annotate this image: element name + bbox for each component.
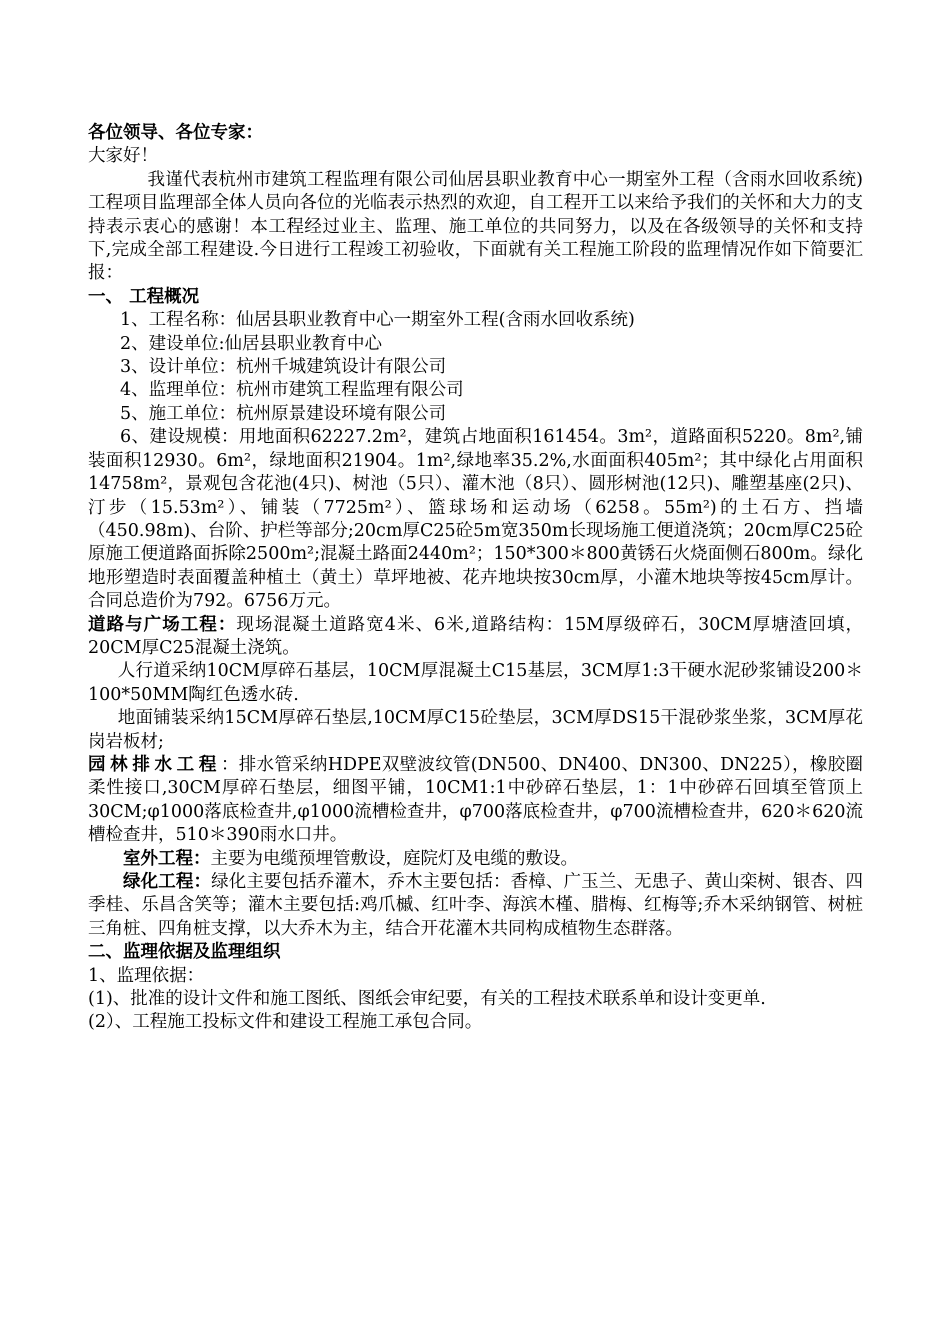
road-paragraph xyxy=(88,614,863,661)
section2-heading: 二、监理依据及监理组织 xyxy=(88,942,281,963)
sidewalk-paragraph: 人行道采纳10CM厚碎石基层，10CM厚混凝土C15基层，3CM厚1:3干硬水泥砂浆铺设200＊100*50MM陶红色透水砖. xyxy=(88,661,863,705)
drain-text: ：排水管采纳HDPE双壁波纹管(DN500、DN400、DN300、DN225），橡胶圈柔性接口,30CM厚碎石垫层，细图平铺，10CM1:1中砂碎石垫层，1：1中砂碎石回填至管顶上30CM;φ1000落底检查井,φ1000流槽检查井，φ700落底检查井，φ700流槽检查井，620＊620流槽检查井，510＊390雨水口井。 xyxy=(88,754,864,846)
salutation: 各位领导、各位专家： xyxy=(88,123,263,143)
green-paragraph xyxy=(88,871,863,941)
basis-subheading: 1、监理依据： xyxy=(88,965,205,986)
intro-paragraph: 我谨代表杭州市建筑工程监理有限公司仙居县职业教育中心一期室外工程（含雨水回收系统)工程项目监理部全体人员向各位的光临表示热烈的欢迎，自工程开工以来给予我们的关怀和大力的支持表示衷心的感谢！本工程经过业主、监理、施工单位的共同努力，以及在各级领导的关怀和支持下,完成全部工程建设.今日进行工程竣工初验收，下面就有关工程施工阶段的监理情况作如下简要汇报： xyxy=(88,169,863,284)
scale-paragraph: 6、建设规模：用地面积62227.2m²，建筑占地面积161454。3m²，道路面积5220。8m²,铺装面积12930。6m²，绿地面积21904。1m²,绿地率35.2%,水面面积405m²；其中绿化占用面积14758m²，景观包含花池(4只)、树池（5只）、灌木池（8只）、圆形树池(12只)、雕塑基座(2只)、汀步（15.53m²）、铺装（7725m²）、篮球场和运动场（6258。55m²)的土石方、挡墙（450.98m)、台阶、护栏等部分;20cm厚C25砼5m宽350m长现场施工便道浇筑；20cm厚C25砼原施工便道路面拆除2500m²;混凝土路面2440m²；150*300＊800黄锈石火烧面侧石800m。绿化地形塑造时表面覆盖种植土（黄土）草坪地被、花卉地块按30cm厚，小灌木地块等按45cm厚计。合同总造价为792。6756万元。 xyxy=(88,427,863,612)
client-item: 2、建设单位:仙居县职业教育中心 xyxy=(120,333,383,354)
project-name-item: 1、工程名称：仙居县职业教育中心一期室外工程(含雨水回收系统) xyxy=(120,310,635,331)
outdoor-paragraph xyxy=(88,848,863,871)
outdoor-text: 主要为电缆预埋管敷设，庭院灯及电缆的敷设。 xyxy=(210,848,578,869)
drain-paragraph xyxy=(88,754,863,848)
supervisor-item: 4、监理单位：杭州市建筑工程监理有限公司 xyxy=(120,380,464,401)
outdoor-label: 室外工程： xyxy=(123,848,211,869)
greeting-hello: 大家好！ xyxy=(88,146,158,167)
green-text: 绿化主要包括乔灌木，乔木主要包括：香樟、广玉兰、无患子、黄山栾树、银杏、四季桂、乐昌含笑等；灌木主要包括:鸡爪槭、红叶李、海滨木槿、腊梅、红梅等;乔木采纳钢管、树桩三角桩、四角桩支撑，以大乔木为主，结合开花灌木共同构成植物生态群落。 xyxy=(88,872,863,939)
drain-label: 园林排水工程 xyxy=(88,754,221,775)
section1-heading: 一、 工程概况 xyxy=(88,286,200,307)
road-label: 道路与广场工程： xyxy=(88,614,237,635)
basis-item-1: (1)、批准的设计文件和施工图纸、图纸会审纪要，有关的工程技术联系单和设计变更单. xyxy=(88,989,766,1010)
paving-paragraph: 地面铺装采纳15CM厚碎石垫层,10CM厚C15砼垫层，3CM厚DS15干混砂浆坐浆，3CM厚花岗岩板材; xyxy=(88,708,863,752)
contractor-item: 5、施工单位：杭州原景建设环境有限公司 xyxy=(120,403,447,424)
document-body xyxy=(88,122,863,1035)
road-text: 现场混凝土道路宽4米、6米,道路结构：15M厚级碎石，30CM厚塘渣回填，20CM厚C25混凝土浇筑。 xyxy=(88,614,863,658)
designer-item: 3、设计单位：杭州千城建筑设计有限公司 xyxy=(120,357,447,378)
green-label: 绿化工程： xyxy=(123,872,212,892)
basis-item-2: (2）、工程施工投标文件和建设工程施工承包合同。 xyxy=(88,1012,483,1033)
